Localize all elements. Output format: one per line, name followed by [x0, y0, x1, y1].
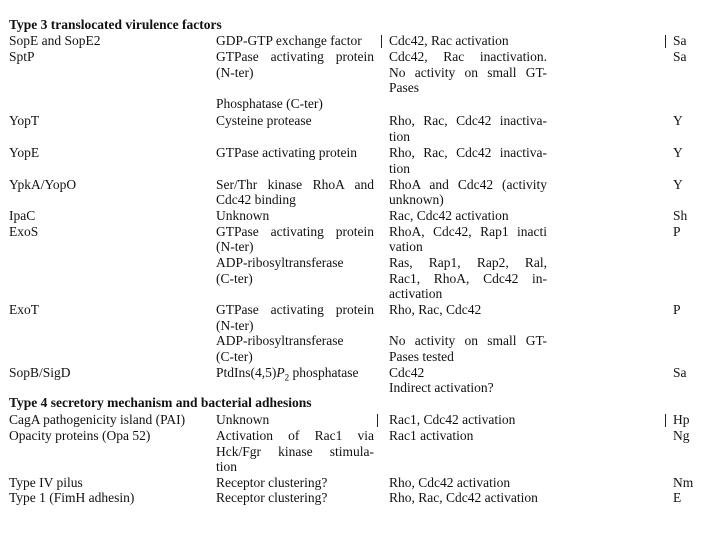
- section-heading-type4: Type 4 secretory mechanism and bacterial adhesions: [9, 395, 312, 410]
- species-cell: E: [673, 490, 682, 505]
- target-cell: No activity on small GT-: [389, 333, 547, 348]
- function-cell: (N-ter): [216, 318, 254, 333]
- organism-cell: Opacity proteins (Opa 52): [9, 428, 151, 443]
- organism-cell: CagA pathogenicity island (PAI): [9, 412, 186, 427]
- section-heading-type3: Type 3 translocated virulence factors: [9, 17, 222, 32]
- organism-cell: IpaC: [9, 208, 36, 223]
- function-cell: GDP-GTP exchange factor: [216, 33, 362, 48]
- organism-cell: Type 1 (FimH adhesin): [9, 490, 135, 505]
- target-cell: Pases tested: [389, 349, 454, 364]
- function-cell: GTPase activating protein: [216, 224, 374, 239]
- target-cell: Cdc42: [389, 365, 425, 380]
- species-cell: Sa: [673, 365, 687, 380]
- organism-cell: YpkA/YopO: [9, 177, 77, 192]
- target-cell: Rho, Rac, Cdc42 inactiva-: [389, 113, 547, 128]
- column-divider: [381, 35, 382, 48]
- function-cell: Activation of Rac1 via: [216, 428, 374, 443]
- organism-cell: ExoS: [9, 224, 39, 239]
- target-cell: tion: [389, 161, 411, 176]
- target-cell: Rho, Rac, Cdc42 activation: [389, 490, 538, 505]
- function-cell: (C-ter): [216, 271, 253, 286]
- target-cell: Cdc42, Rac activation: [389, 33, 509, 48]
- target-cell: No activity on small GT-: [389, 65, 547, 80]
- target-cell: vation: [389, 239, 423, 254]
- target-cell: tion: [389, 129, 411, 144]
- species-cell: P: [673, 302, 681, 317]
- species-cell: Sh: [673, 208, 688, 223]
- target-cell: RhoA, Cdc42, Rap1 inacti: [389, 224, 547, 239]
- species-cell: Y: [673, 145, 683, 160]
- target-cell: Indirect activation?: [389, 380, 494, 395]
- column-divider: [665, 414, 666, 427]
- species-cell: Ng: [673, 428, 690, 443]
- function-cell: ADP-ribosyltransferase: [216, 333, 344, 348]
- function-cell: Phosphatase (C-ter): [216, 96, 323, 111]
- species-cell: Sa: [673, 49, 687, 64]
- organism-cell: YopE: [9, 145, 40, 160]
- target-cell: RhoA and Cdc42 (activity: [389, 177, 547, 192]
- function-cell: $PtdIns(4,5)P_2$ phosphatase: [216, 365, 359, 383]
- target-cell: Rac1, Cdc42 activation: [389, 412, 516, 427]
- organism-cell: SopE and SopE2: [9, 33, 101, 48]
- function-cell: Hck/Fgr kinase stimula-: [216, 444, 374, 459]
- organism-cell: ExoT: [9, 302, 39, 317]
- target-cell: Ras, Rap1, Rap2, Ral,: [389, 255, 547, 270]
- target-cell: unknown): [389, 192, 444, 207]
- target-cell: Cdc42, Rac inactivation.: [389, 49, 547, 64]
- species-cell: Hp: [673, 412, 690, 427]
- target-cell: Rho, Rac, Cdc42: [389, 302, 482, 317]
- organism-cell: SptP: [9, 49, 35, 64]
- function-cell: Unknown: [216, 412, 270, 427]
- column-divider: [377, 414, 378, 427]
- organism-cell: YopT: [9, 113, 40, 128]
- target-cell: Rho, Rac, Cdc42 inactiva-: [389, 145, 547, 160]
- function-cell: GTPase activating protein: [216, 49, 374, 64]
- species-cell: Y: [673, 177, 683, 192]
- function-cell: ADP-ribosyltransferase: [216, 255, 344, 270]
- target-cell: Pases: [389, 80, 419, 95]
- function-cell: Receptor clustering?: [216, 490, 328, 505]
- species-cell: Y: [673, 113, 683, 128]
- column-divider: [665, 35, 666, 48]
- target-cell: Rho, Cdc42 activation: [389, 475, 511, 490]
- organism-cell: Type IV pilus: [9, 475, 83, 490]
- target-cell: Rac1 activation: [389, 428, 474, 443]
- function-cell: (C-ter): [216, 349, 253, 364]
- species-cell: Nm: [673, 475, 694, 490]
- function-cell: Cysteine protease: [216, 113, 312, 128]
- organism-cell: SopB/SigD: [9, 365, 71, 380]
- target-cell: Rac1, RhoA, Cdc42 in-: [389, 271, 547, 286]
- species-cell: P: [673, 224, 681, 239]
- function-cell: GTPase activating protein: [216, 302, 374, 317]
- function-cell: Cdc42 binding: [216, 192, 296, 207]
- function-cell: Ser/Thr kinase RhoA and: [216, 177, 374, 192]
- function-cell: (N-ter): [216, 65, 254, 80]
- function-cell: Unknown: [216, 208, 270, 223]
- function-cell: (N-ter): [216, 239, 254, 254]
- target-cell: Rac, Cdc42 activation: [389, 208, 509, 223]
- function-cell: tion: [216, 459, 238, 474]
- species-cell: Sa: [673, 33, 687, 48]
- target-cell: activation: [389, 286, 443, 301]
- function-cell: Receptor clustering?: [216, 475, 328, 490]
- function-cell: GTPase activating protein: [216, 145, 357, 160]
